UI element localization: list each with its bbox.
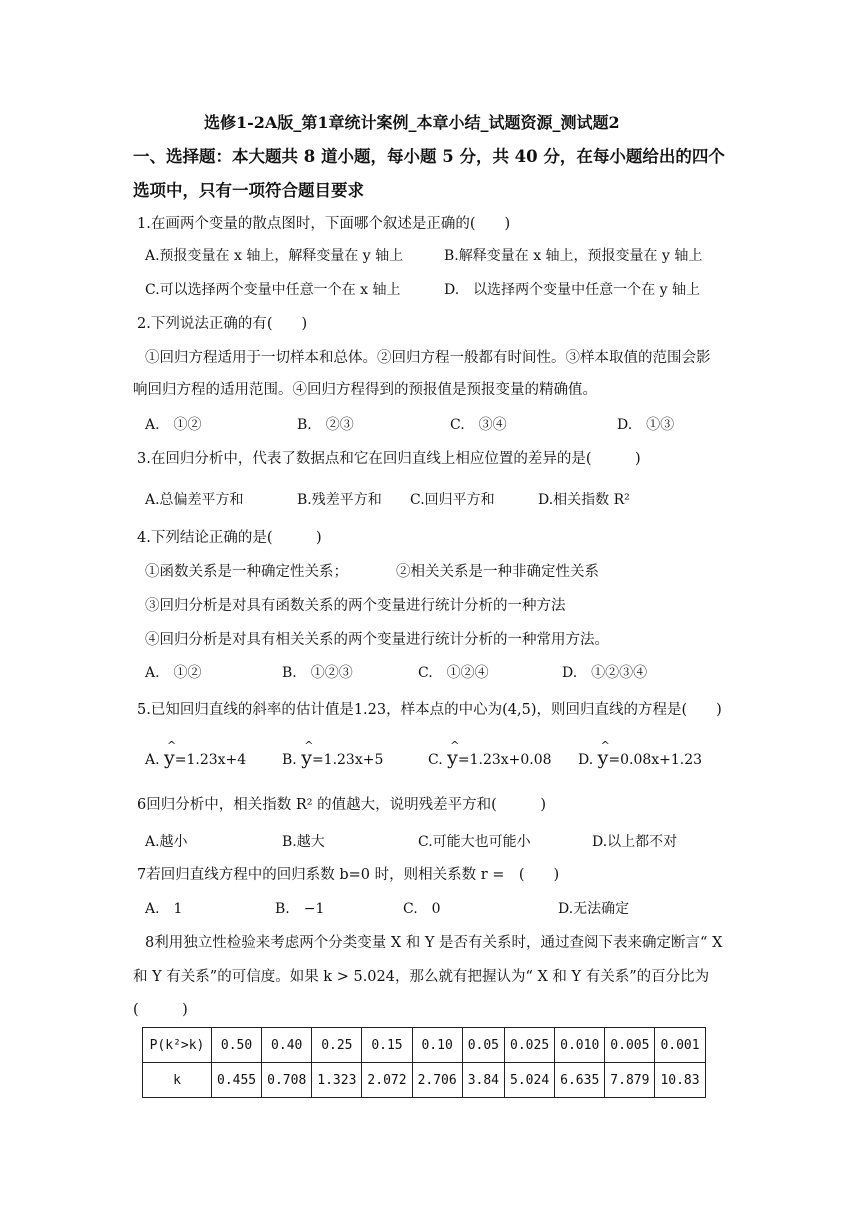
q8-stem-line2: 和 Y 有关系”的可信度。如果 k > 5.024，那么就有把握认为“ X 和 Y 有关系”的百分比为 — [133, 969, 710, 985]
table-cell: 2.072 — [362, 1063, 412, 1098]
table-cell: 0.50 — [212, 1028, 262, 1063]
q4-option-c: C. ①②④ — [418, 665, 489, 681]
table-cell: 0.025 — [505, 1028, 555, 1063]
q4-option-d: D. ①②③④ — [562, 665, 648, 681]
q6-option-b: B.越大 — [282, 834, 325, 850]
q3-option-a: A.总偏差平方和 — [145, 492, 244, 508]
q7-option-c: C. 0 — [403, 901, 441, 917]
q2-stem: 2.下列说法正确的有( ) — [137, 316, 308, 332]
table-row — [143, 1063, 706, 1098]
table-cell: 0.005 — [605, 1028, 655, 1063]
q2-option-d: D. ①③ — [617, 417, 675, 433]
q8-stem-line1: 8利用独立性检验来考虑两个分类变量 X 和 Y 是否有关系时，通过查阅下表来确定断言“ X — [145, 935, 723, 951]
q6-option-a: A.越小 — [145, 834, 188, 850]
q1-stem: 1.在画两个变量的散点图时，下面哪个叙述是正确的( ) — [137, 216, 511, 232]
table-row-header: k — [143, 1063, 212, 1098]
table-cell: 0.001 — [655, 1028, 705, 1063]
table-cell: 0.455 — [212, 1063, 262, 1098]
q7-option-d: D.无法确定 — [558, 901, 630, 917]
q1-option-d: D. 以选择两个变量中任意一个在 y 轴上 — [444, 282, 700, 298]
y-hat-symbol: ^ y — [598, 748, 609, 768]
section-heading-line2: 选项中，只有一项符合题目要求 — [133, 181, 364, 200]
table-cell: 10.83 — [655, 1063, 705, 1098]
q5-option-b-equation: =1.23x+5 — [311, 752, 384, 768]
critical-value-table — [142, 1027, 706, 1098]
table-cell: 2.706 — [412, 1063, 462, 1098]
q3-option-d: D.相关指数 R² — [538, 492, 630, 508]
y-hat-symbol: ^ y — [447, 748, 458, 768]
table-cell: 5.024 — [505, 1063, 555, 1098]
q2-option-c: C. ③④ — [450, 417, 507, 433]
q7-option-b: B. −1 — [275, 901, 325, 917]
table-cell: 1.323 — [312, 1063, 362, 1098]
q5-option-b — [282, 748, 383, 770]
table-cell: 7.879 — [605, 1063, 655, 1098]
q5-option-a-equation: =1.23x+4 — [174, 752, 247, 768]
table-row — [143, 1028, 706, 1063]
q5-option-d-label: D. — [578, 752, 594, 768]
q5-option-b-label: B. — [282, 752, 297, 768]
table-cell: 0.05 — [462, 1028, 504, 1063]
q5-stem: 5.已知回归直线的斜率的估计值是1.23，样本点的中心为(4,5)，则回归直线的方程是( ) — [137, 702, 722, 718]
q2-option-b: B. ②③ — [297, 417, 354, 433]
q5-option-a-label: A. — [145, 752, 160, 768]
q7-option-a: A. 1 — [145, 901, 183, 917]
q2-body-line2: 响回归方程的适用范围。④回归方程得到的预报值是预报变量的精确值。 — [133, 382, 597, 398]
table-cell: 0.40 — [262, 1028, 312, 1063]
q3-stem: 3.在回归分析中，代表了数据点和它在回归直线上相应位置的差异的是( ) — [137, 451, 641, 467]
table-cell: 0.708 — [262, 1063, 312, 1098]
q4-option-a: A. ①② — [145, 665, 202, 681]
q4-option-b: B. ①②③ — [282, 665, 353, 681]
q6-stem: 6回归分析中，相关指数 R² 的值越大，说明残差平方和( ) — [137, 797, 546, 813]
q4-statement-4: ④回归分析是对具有相关关系的两个变量进行统计分析的一种常用方法。 — [145, 632, 609, 648]
table-cell: 0.010 — [555, 1028, 605, 1063]
q3-option-b: B.残差平方和 — [297, 492, 382, 508]
y-hat-symbol: ^ y — [301, 748, 312, 768]
q6-option-d: D.以上都不对 — [592, 834, 678, 850]
table-cell: 0.10 — [412, 1028, 462, 1063]
q5-option-a — [145, 748, 246, 770]
q4-statement-2: ②相关关系是一种非确定性关系 — [396, 564, 599, 580]
q8-stem-line3: ( ) — [133, 1002, 188, 1018]
q2-body-line1: ①回归方程适用于一切样本和总体。②回归方程一般都有时间性。③样本取值的范围会影 — [145, 350, 711, 366]
q3-option-c: C.回归平方和 — [410, 492, 495, 508]
q4-statement-3: ③回归分析是对具有函数关系的两个变量进行统计分析的一种方法 — [145, 598, 566, 614]
table-cell: 0.25 — [312, 1028, 362, 1063]
q2-option-a: A. ①② — [145, 417, 202, 433]
y-hat-symbol: ^ y — [164, 748, 175, 768]
q5-option-c — [428, 748, 552, 770]
q5-option-d-equation: =0.08x+1.23 — [608, 752, 703, 768]
q5-option-d — [578, 748, 702, 770]
q6-option-c: C.可能大也可能小 — [418, 834, 531, 850]
section-heading-line1: 一、选择题：本大题共 8 道小题，每小题 5 分，共 40 分，在每小题给出的四个 — [133, 147, 725, 166]
q5-option-c-label: C. — [428, 752, 443, 768]
q7-stem: 7若回归直线方程中的回归系数 b=0 时，则相关系数 r = ( ) — [137, 867, 560, 883]
table-row-header: P(k²>k) — [143, 1028, 212, 1063]
q1-option-a: A.预报变量在 x 轴上，解释变量在 y 轴上 — [145, 248, 404, 264]
document-title: 选修1-2A版_第1章统计案例_本章小结_试题资源_测试题2 — [204, 113, 620, 132]
table-cell: 0.15 — [362, 1028, 412, 1063]
q1-option-c: C.可以选择两个变量中任意一个在 x 轴上 — [145, 282, 401, 298]
q1-option-b: B.解释变量在 x 轴上，预报变量在 y 轴上 — [444, 248, 703, 264]
q4-statement-1: ①函数关系是一种确定性关系； — [145, 564, 348, 580]
table-cell: 6.635 — [555, 1063, 605, 1098]
q5-option-c-equation: =1.23x+0.08 — [457, 752, 552, 768]
table-cell: 3.84 — [462, 1063, 504, 1098]
q4-stem: 4.下列结论正确的是( ) — [137, 530, 322, 546]
